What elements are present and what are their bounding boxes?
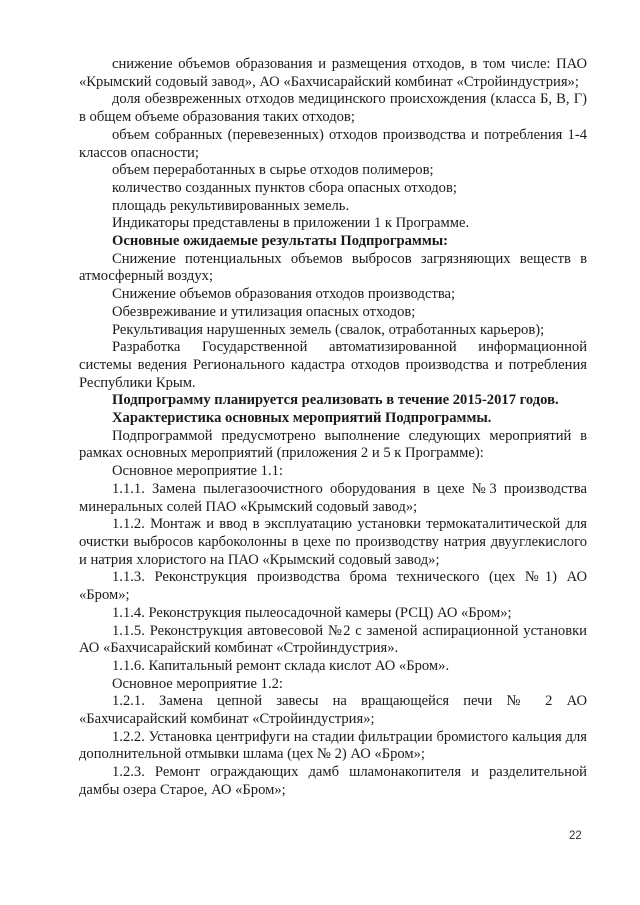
paragraph: Снижение потенциальных объемов выбросов загрязняющих веществ в атмосферный воздух; [79, 250, 587, 285]
paragraph: 1.1.6. Капитальный ремонт склада кислот АО «Бром». [112, 657, 450, 674]
paragraph: объем собранных (перевезенных) отходов производства и потребления 1-4 классов опасности; [79, 126, 587, 161]
page-number: 22 [569, 830, 582, 842]
paragraph: Рекультивация нарушенных земель (свалок, отработанных карьеров); [112, 321, 545, 338]
paragraph: Основное мероприятие 1.1: [112, 463, 283, 480]
bold-paragraph: Основные ожидаемые результаты Подпрограммы: [112, 233, 449, 250]
paragraph: объем переработанных в сырье отходов полимеров; [112, 162, 434, 179]
paragraph: 1.1.5. Реконструкция автовесовой №2 с заменой аспирационной установки АО «Бахчисарайский комбинат «Стройиндустрия». [79, 622, 587, 657]
bold-paragraph: Подпрограмму планируется реализовать в течение 2015-2017 годов. [112, 392, 559, 409]
paragraph: площадь рекультивированных земель. [112, 197, 350, 214]
paragraph: Разработка Государственной автоматизированной информационной системы ведения Регионального кадастра отходов производства и потребления Республики Крым. [79, 339, 587, 391]
paragraph: Основное мероприятие 1.2: [112, 675, 283, 692]
paragraph: 1.1.4. Реконструкция пылеосадочной камеры (РСЦ) АО «Бром»; [112, 604, 512, 621]
paragraph: доля обезвреженных отходов медицинского происхождения (класса Б, В, Г) в общем объеме образования таких отходов; [79, 91, 587, 126]
paragraph: Обезвреживание и утилизация опасных отходов; [112, 303, 416, 320]
paragraph: 1.1.3. Реконструкция производства брома технического (цех №1) АО «Бром»; [79, 569, 587, 604]
paragraph: 1.2.2. Установка центрифуги на стадии фильтрации бромистого кальция для дополнительной отмывки шлама (цех № 2) АО «Бром»; [79, 728, 587, 763]
paragraph: 1.2.3. Ремонт ограждающих дамб шламонакопителя и разделительной дамбы озера Старое, АО «Бром»; [79, 764, 587, 798]
paragraph: 1.1.1. Замена пылегазоочистного оборудования в цехе №3 производства минеральных солей ПАО «Крымский содовый завод»; [79, 480, 587, 515]
paragraph: Подпрограммой предусмотрено выполнение следующих мероприятий в рамках основных мероприятий (приложения 2 и 5 к Программе): [79, 427, 587, 462]
paragraph: Снижение объемов образования отходов производства; [112, 286, 456, 303]
bold-paragraph: Характеристика основных мероприятий Подпрограммы. [112, 410, 492, 427]
paragraph: Индикаторы представлены в приложении 1 к Программе. [112, 215, 470, 232]
paragraph: 1.2.1. Замена цепной завесы на вращающейся печи № 2 АО «Бахчисарайский комбинат «Стройиндустрия»; [79, 693, 587, 728]
paragraph: 1.1.2. Монтаж и ввод в эксплуатацию установки термокаталитической для очистки выбросов карбоколонны в цехе по производству натрия двууглекислого и натрия хлористого на ПАО «Крымский содовый завод»; [79, 516, 587, 568]
paragraph: количество созданных пунктов сбора опасных отходов; [112, 179, 457, 196]
paragraph: снижение объемов образования и размещения отходов, в том числе: ПАО «Крымский содовый завод», АО «Бахчисарайский комбинат «Стройиндустрия»; [79, 56, 587, 90]
document-body [79, 56, 587, 800]
